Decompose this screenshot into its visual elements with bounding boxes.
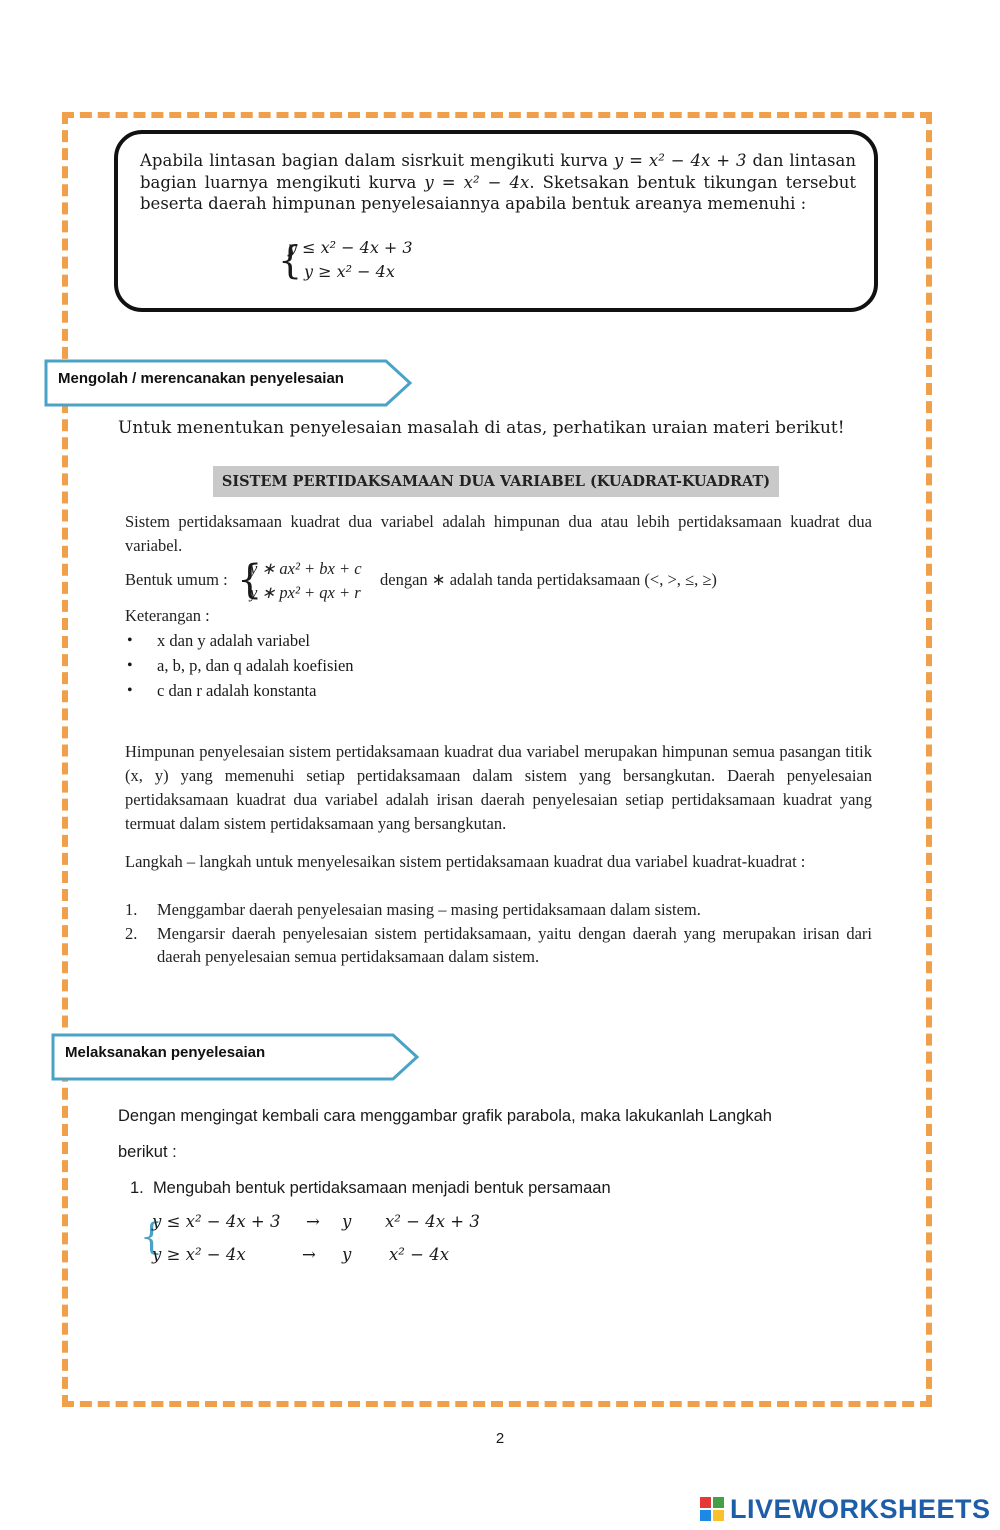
intro-text: Untuk menentukan penyelesaian masalah di atas, perhatikan uraian materi berikut!: [118, 418, 845, 438]
conversion-row: y ≤ x² − 4x + 3: [152, 1212, 281, 1231]
arrow-1: →: [306, 1212, 320, 1231]
conversion-row: y ≥ x² − 4x: [152, 1245, 246, 1264]
conversion-brace: {: [140, 1217, 163, 1258]
solution-set-text: Himpunan penyelesaian sistem pertidaksamaan kuadrat dua variabel merupakan himpunan semua pasangan titik (x, y) yang memenuhi setiap pertidaksamaan dalam sistem yang bersangkutan. Daerah penyelesaian pertidaksamaan kuadrat dua variabel adalah irisan daerah penyelesaian setiap pertidaksamaan kuadrat yang termuat dalam sistem pertidaksamaan yang bersangkutan.: [125, 742, 872, 833]
steps-intro: Langkah – langkah untuk menyelesaikan sistem pertidaksamaan kuadrat dua variabel kuadrat-kuadrat :: [125, 852, 806, 871]
execution-line2: berikut :: [118, 1143, 177, 1161]
arrow-2: →: [302, 1245, 316, 1264]
definition-text: Sistem pertidaksamaan kuadrat dua variabel adalah himpunan dua atau lebih pertidaksamaan kuadrat dua variabel.: [125, 512, 872, 555]
steps-list: [125, 898, 872, 969]
answer-rhs-1: x² − 4x + 3: [385, 1212, 480, 1231]
problem-text: Apabila lintasan bagian dalam sisrkuit mengikuti kurva y = x² − 4x + 3 dan lintasan bagian luarnya mengikuti kurva y = x² − 4x. Sketsakan bentuk tikungan tersebut beserta daerah himpunan penyelesaiannya apabila bentuk areanya memenuhi :: [140, 151, 856, 213]
list-item: • c dan r adalah konstanta: [125, 678, 525, 703]
material-title: SISTEM PERTIDAKSAMAAN DUA VARIABEL (KUADRAT-KUADRAT): [213, 466, 779, 497]
answer-lhs-2: y: [342, 1245, 352, 1264]
notes-label: Keterangan :: [125, 606, 210, 625]
notes-list: [125, 628, 525, 703]
general-form-note: dengan ∗ adalah tanda pertidaksamaan (<, >, ≤, ≥): [380, 570, 717, 589]
liveworksheets-logo[interactable]: [700, 1494, 991, 1524]
general-form-label: Bentuk umum :: [125, 570, 228, 589]
answer-lhs-1: y: [342, 1212, 352, 1231]
answer-rhs-2: x² − 4x: [389, 1245, 450, 1264]
page-number: 2: [495, 1430, 505, 1447]
general-form: y ∗ ax² + bx + c y ∗ px² + qx + r: [250, 559, 362, 602]
system-brace: {: [278, 238, 303, 282]
list-item: 1. Menggambar daerah penyelesaian masing – masing pertidaksamaan dalam sistem.: [125, 900, 701, 919]
list-item: • a, b, p, dan q adalah koefisien: [125, 653, 525, 678]
section-label-planning: Mengolah / merencanakan penyelesaian: [44, 359, 414, 403]
general-form-brace: {: [237, 557, 263, 603]
brand-name: LIVEWORKSHEETS: [730, 1493, 991, 1524]
execution-line1: Dengan mengingat kembali cara menggambar grafik parabola, maka lakukanlah Langkah: [118, 1107, 772, 1125]
problem-box: [114, 130, 878, 312]
section-label-execution: Melaksanakan penyelesaian: [51, 1033, 421, 1077]
execution-step1: 1. Mengubah bentuk pertidaksamaan menjadi bentuk persamaan: [130, 1179, 611, 1197]
logo-icon: [700, 1497, 724, 1521]
problem-system: y ≤ x² − 4x + 3 y ≥ x² − 4x: [288, 238, 413, 281]
list-item: 2. Mengarsir daerah penyelesaian sistem pertidaksamaan, yaitu dengan daerah yang merupakan irisan dari daerah penyelesaian semua pertidaksamaan dalam sistem.: [125, 923, 872, 966]
list-item: • x dan y adalah variabel: [125, 628, 525, 653]
